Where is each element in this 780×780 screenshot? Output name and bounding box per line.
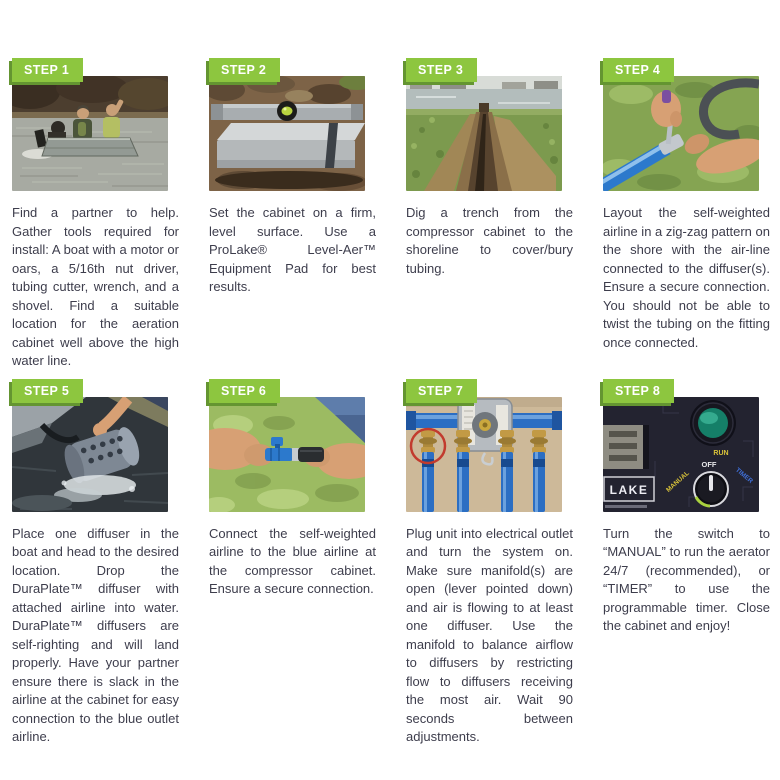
step4-photo-frame: [603, 63, 759, 191]
step1-boat-photo: [12, 76, 168, 191]
step-badge-6: STEP 6: [209, 379, 280, 403]
jon-boat: [42, 138, 138, 156]
step-card-7: [406, 379, 573, 747]
step-badge-8: STEP 8: [603, 379, 674, 403]
run-label: RUN: [713, 449, 729, 457]
person-two: [103, 117, 120, 138]
equipment-pad: [217, 123, 365, 140]
step5-photo-frame: [12, 383, 168, 512]
switch-pointer: [709, 475, 713, 491]
brand-label: LAKE: [609, 482, 649, 497]
step2-photo-frame: [209, 63, 365, 191]
step7-manifold-photo: [406, 397, 562, 512]
step-card-6: [209, 379, 376, 747]
step2-level-pad-photo: [209, 76, 365, 191]
step-card-1: [12, 58, 179, 371]
step-card-5: [12, 379, 179, 747]
level-bubble: [282, 107, 293, 116]
step-text-7: Plug unit into electrical outlet and turn the system on. Make sure manifold(s) are open (lever pointed down) and air is flowing to at least one diffuser. Use the manifold to balance airflow to diffusers by restricting flow to diffusers receiving the most air. Wait 90 seconds between adjustments.: [406, 525, 573, 744]
step3-trench-photo: [406, 76, 562, 191]
steps-grid: [12, 58, 770, 747]
step-badge-7: STEP 7: [406, 379, 477, 403]
step5-diffuser-drop-photo: [12, 397, 168, 512]
step-text-3: Dig a trench from the compressor cabinet to the shoreline to cover/bury tubing.: [406, 205, 573, 276]
step-text-2: Set the cabinet on a firm, level surface. Use a ProLake® Level-Aer™ Equipment Pad for best results.: [209, 205, 376, 294]
step-text-1: Find a partner to help. Gather tools required for install: A boat with a motor or oars, a 5/16th nut driver, tubing cutter, wrench, and a shovel. Find a suitable location for the aeration cabinet well above the high water line.: [12, 205, 179, 368]
step-card-4: [603, 58, 770, 371]
step-text-6: Connect the self-weighted airline to the blue airline at the compressor cabinet. Ensure a secure connection.: [209, 525, 376, 596]
collar: [292, 448, 299, 461]
step7-photo-frame: [406, 383, 562, 512]
step-badge-2: STEP 2: [209, 58, 280, 82]
step-text-4: Layout the self-weighted airline in a zig-zag pattern on the shore with the air-line connected to the diffuser(s). Ensure a secure connection. You should not be able to twist the tubing on the fitting once connected.: [603, 205, 770, 350]
manual-label: MANUAL: [665, 469, 691, 494]
step-card-2: [209, 58, 376, 371]
step-badge-1: STEP 1: [12, 58, 83, 82]
timer-label: TIMER: [733, 466, 754, 485]
tool-handle: [662, 90, 671, 103]
step8-photo-frame: [603, 383, 759, 512]
step8-control-panel-photo: [603, 397, 759, 512]
black-fitting: [298, 447, 324, 462]
step-badge-5: STEP 5: [12, 379, 83, 403]
step-badge-4: STEP 4: [603, 58, 674, 82]
step-card-3: [406, 58, 573, 371]
step3-photo-frame: [406, 63, 562, 191]
step-text-8: Turn the switch to “MANUAL” to run the aerator 24/7 (recommended), or “TIMER” to use the programmable timer. Close the cabinet and enjoy!: [603, 525, 770, 633]
step6-photo-frame: [209, 383, 365, 512]
step-text-5: Place one diffuser in the boat and head to the desired location. Drop the DuraPlate™ diffuser with attached airline into water. DuraPlate™ diffusers are self-righting and will land properly. Have your partner ensure there is slack in the airline at the cabinet for easy connection to the blue outlet airline.: [12, 525, 179, 744]
step-badge-3: STEP 3: [406, 58, 477, 82]
off-label: OFF: [701, 459, 717, 469]
step-card-8: [603, 379, 770, 747]
step1-photo-frame: [12, 63, 168, 191]
step6-connect-fittings-photo: [209, 397, 365, 512]
step4-airline-cutting-photo: [603, 76, 759, 191]
